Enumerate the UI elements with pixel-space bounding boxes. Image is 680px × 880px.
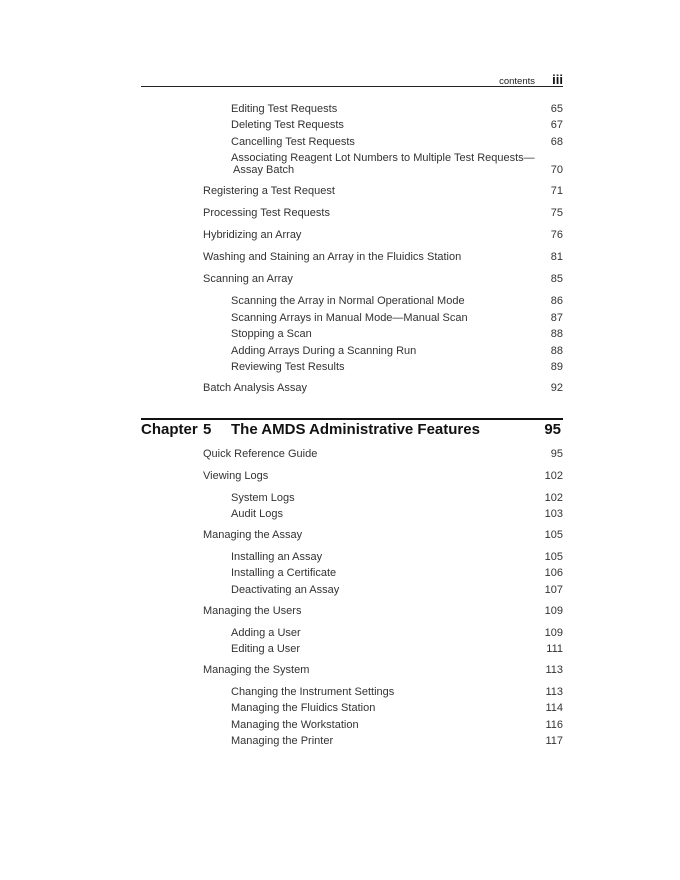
toc-page-number: 95 [550, 448, 563, 460]
toc-page-number: 75 [550, 207, 563, 219]
toc-entry-reviewing-results: Reviewing Test Results [231, 361, 345, 373]
chapter-title: The AMDS Administrative Features [231, 421, 480, 438]
chapter-label: Chapter [141, 421, 198, 438]
toc-entry-editing-test-requests: Editing Test Requests [231, 103, 338, 115]
toc-page-number: 68 [550, 136, 563, 148]
toc-page-number: 88 [550, 328, 563, 340]
toc-page-number: 102 [544, 470, 563, 482]
toc-entry-managing-system: Managing the System [203, 664, 310, 676]
toc-entry-changing-instrument-settings: Changing the Instrument Settings [231, 686, 395, 698]
toc-page-number: 107 [544, 584, 563, 596]
toc-page-number: 116 [545, 719, 563, 731]
toc-page-number: 105 [544, 551, 563, 563]
chapter-page-number: 95 [544, 421, 561, 438]
toc-page-number: 87 [550, 312, 563, 324]
toc-page-number: 92 [550, 382, 563, 394]
toc-page-number: 105 [544, 529, 563, 541]
toc-entry-audit-logs: Audit Logs [231, 508, 283, 520]
chapter-divider [141, 418, 563, 420]
toc-page-number: 106 [544, 567, 563, 579]
toc-page-number: 71 [550, 185, 563, 197]
toc-page-number: 88 [550, 345, 563, 357]
toc-entry-cancelling-test-requests: Cancelling Test Requests [231, 136, 355, 148]
toc-page-number: 86 [550, 295, 563, 307]
toc-entry-adding-arrays: Adding Arrays During a Scanning Run [231, 345, 417, 357]
toc-entry-registering-test-request: Registering a Test Request [203, 185, 335, 197]
toc-page-number: 89 [550, 361, 563, 373]
running-header [141, 72, 563, 87]
chapter-number: 5 [203, 421, 212, 438]
header-page-number: iii [552, 72, 563, 87]
toc-entry-processing-test-requests: Processing Test Requests [203, 207, 330, 219]
toc-entry-quick-reference: Quick Reference Guide [203, 448, 318, 460]
toc-page-number: 113 [545, 664, 563, 676]
toc-entry-scanning-normal-mode: Scanning the Array in Normal Operational Mode [231, 295, 465, 307]
toc-page-number: 81 [550, 251, 563, 263]
toc-entry-adding-user: Adding a User [231, 627, 301, 639]
toc-entry-deactivating-assay: Deactivating an Assay [231, 584, 340, 596]
toc-entry-managing-printer: Managing the Printer [231, 735, 334, 747]
toc-entry-associating-reagent-lot-continued: Assay Batch [233, 164, 295, 176]
toc-page-number: 76 [550, 229, 563, 241]
toc-entry-washing-staining: Washing and Staining an Array in the Fluidics Station [203, 251, 462, 263]
toc-page-number: 109 [544, 627, 563, 639]
toc-entry-system-logs: System Logs [231, 492, 295, 504]
toc-entry-associating-reagent-lot: Associating Reagent Lot Numbers to Multiple Test Requests— [231, 152, 535, 164]
toc-entry-managing-fluidics-station: Managing the Fluidics Station [231, 702, 376, 714]
toc-entry-installing-certificate: Installing a Certificate [231, 567, 337, 579]
toc-page-number: 113 [545, 686, 563, 698]
toc-page-number: 117 [545, 735, 563, 747]
toc-entry-hybridizing-array: Hybridizing an Array [203, 229, 302, 241]
toc-entry-editing-user: Editing a User [231, 643, 301, 655]
toc-entry-managing-assay: Managing the Assay [203, 529, 303, 541]
toc-entry-stopping-scan: Stopping a Scan [231, 328, 312, 340]
toc-page-number: 102 [544, 492, 563, 504]
toc-page-number: 109 [544, 605, 563, 617]
toc-entry-installing-assay: Installing an Assay [231, 551, 323, 563]
toc-entry-managing-workstation: Managing the Workstation [231, 719, 359, 731]
toc-entry-managing-users: Managing the Users [203, 605, 302, 617]
toc-entry-scanning-manual-mode: Scanning Arrays in Manual Mode—Manual Scan [231, 312, 468, 324]
toc-page-number: 103 [544, 508, 563, 520]
toc-entry-batch-analysis: Batch Analysis Assay [203, 382, 307, 394]
toc-entry-scanning-array: Scanning an Array [203, 273, 293, 285]
toc-page-number: 70 [550, 164, 563, 176]
toc-page-number: 85 [550, 273, 563, 285]
toc-page-number: 65 [550, 103, 563, 115]
toc-page-number: 114 [545, 702, 563, 714]
toc-entry-deleting-test-requests: Deleting Test Requests [231, 119, 344, 131]
header-label: contents [499, 76, 535, 87]
toc-page-number: 111 [546, 643, 563, 655]
toc-page-number: 67 [550, 119, 563, 131]
toc-entry-viewing-logs: Viewing Logs [203, 470, 269, 482]
